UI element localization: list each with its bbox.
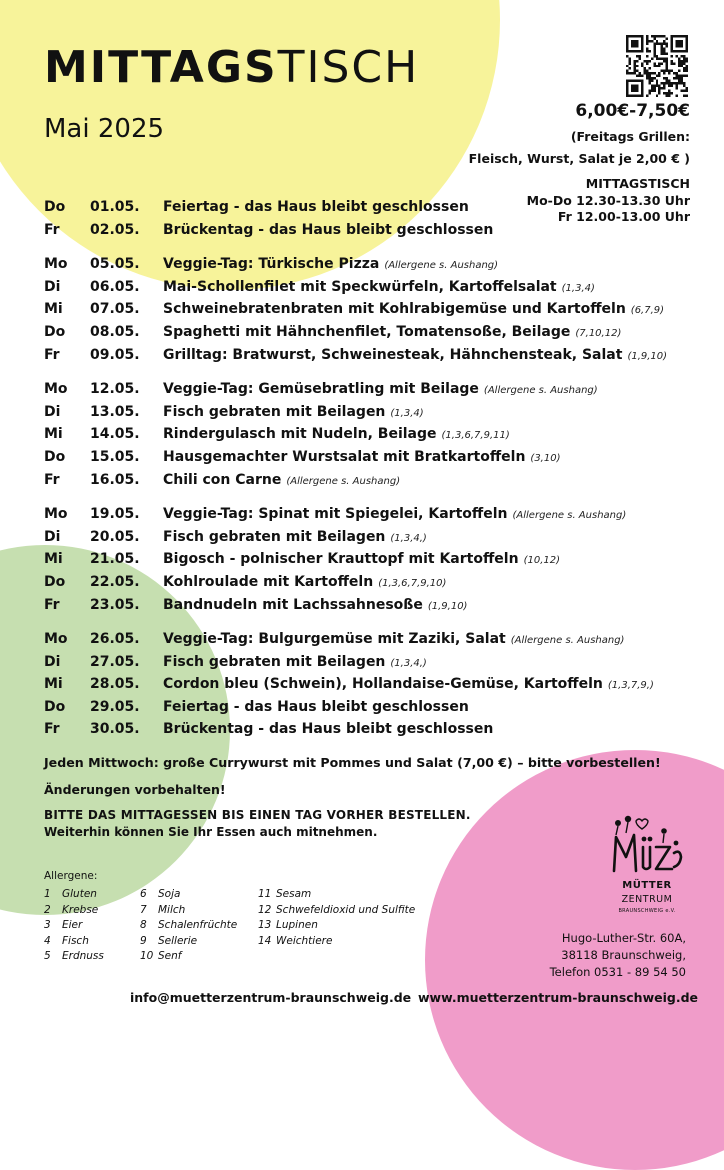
allergen-item (258, 919, 415, 935)
allergen-item (140, 904, 237, 920)
allergen-number: 14 (258, 934, 272, 947)
menu-allergens: (6,7,9) (630, 305, 665, 317)
allergen-column (44, 888, 104, 966)
menu-date: 28.05. (90, 676, 140, 693)
menu-allergens: (1,3,4,) (390, 532, 427, 544)
allergen-name: Sesam (276, 888, 312, 900)
menu-date: 15.05. (90, 448, 140, 465)
menu-dish: Feiertag - das Haus bleibt geschlossen (163, 698, 469, 715)
menu-row (44, 472, 704, 495)
allergen-item (44, 888, 104, 904)
menu-row (44, 199, 704, 222)
allergen-name: Krebse (62, 903, 99, 916)
menu-allergens: (10,12) (523, 555, 561, 567)
menu-allergens: (7,10,12) (575, 327, 622, 339)
allergen-item (140, 950, 237, 966)
allergen-item (44, 904, 104, 920)
address-phone[interactable]: Telefon 0531 - 89 54 50 (549, 965, 686, 979)
menu-day: Do (44, 448, 66, 465)
allergen-column (140, 888, 237, 966)
menu-day: Mo (44, 506, 68, 523)
menu-dish: Veggie-Tag: Spinat mit Spiegelei, Kartoffeln (163, 506, 508, 523)
menu-dish: Veggie-Tag: Gemüsebratling mit Beilage (163, 381, 479, 398)
hours-fr: Fr 12.00-13.00 Uhr (557, 209, 690, 224)
menu-day: Di (44, 278, 61, 295)
notes-section (44, 755, 694, 839)
menu-allergens: (Allergene s. Aushang) (510, 635, 625, 647)
allergen-item (44, 950, 104, 966)
allergen-name: Eier (62, 919, 83, 931)
allergen-name: Lupinen (276, 919, 318, 931)
menu-allergens: (1,3,6,7,9,11) (441, 430, 510, 442)
menu-row (44, 631, 704, 654)
menu-row (44, 597, 704, 620)
menu-date: 01.05. (90, 199, 140, 215)
address-street: Hugo-Luther-Str. 60A, (561, 931, 686, 945)
menu-day: Fr (44, 221, 60, 238)
allergen-legend-title: Allergene: (44, 870, 98, 882)
menu-date: 27.05. (90, 653, 140, 670)
menu-row (44, 676, 704, 699)
menu-dish: Bandnudeln mit Lachssahnesoße (163, 596, 423, 613)
allergen-item (258, 888, 415, 904)
note-currywurst: Jeden Mittwoch: große Currywurst mit Pommes und Salat (7,00 €) – bitte vorbestellen! (44, 755, 661, 770)
menu-date: 02.05. (90, 221, 140, 238)
menu-day: Do (44, 698, 66, 715)
menu-row (44, 404, 704, 427)
menu-dish: Spaghetti mit Hähnchenfilet, Tomatensoße, Beilage (163, 323, 571, 340)
menu-week (44, 199, 704, 244)
note-order: BITTE DAS MITTAGESSEN BIS EINEN TAG VORHER BESTELLEN. (44, 808, 471, 822)
menu-day: Di (44, 528, 61, 545)
menu-week (44, 381, 704, 494)
menu-date: 19.05. (90, 506, 140, 523)
footer-email-link[interactable]: info@muetterzentrum-braunschweig.de (130, 990, 412, 1005)
allergen-item (140, 888, 237, 904)
menu-date: 06.05. (90, 278, 140, 295)
menu-allergens: (1,9,10) (627, 350, 668, 362)
footer-website-link[interactable]: www.muetterzentrum-braunschweig.de (418, 990, 699, 1005)
allergen-item (258, 935, 415, 951)
menu-row (44, 279, 704, 302)
allergen-item (44, 919, 104, 935)
menu-row (44, 506, 704, 529)
menu-day: Fr (44, 346, 60, 363)
allergen-number: 6 (140, 888, 147, 900)
title-light: TISCH (277, 42, 420, 93)
allergen-number: 2 (44, 903, 51, 916)
menu-allergens: (Allergene s. Aushang) (483, 385, 598, 397)
menu-week (44, 506, 704, 619)
menu-allergens: (1,3,4) (561, 282, 595, 294)
allergen-number: 13 (258, 919, 272, 931)
menu-dish: Mai-Schollenfilet mit Speckwürfeln, Kartoffelsalat (163, 278, 557, 295)
menu-dish: Kohlroulade mit Kartoffeln (163, 573, 374, 590)
menu-dish: Fisch gebraten mit Beilagen (163, 528, 386, 545)
menu-date: 09.05. (90, 346, 140, 363)
menu-date: 14.05. (90, 426, 140, 443)
menu-date: 21.05. (90, 551, 140, 568)
menu-row (44, 529, 704, 552)
menu-day: Mi (44, 426, 63, 443)
menu-allergens: (Allergene s. Aushang) (512, 510, 627, 522)
menu-week (44, 256, 704, 369)
menu-day: Mo (44, 631, 68, 648)
menu-day: Fr (44, 721, 60, 738)
allergen-number: 11 (258, 888, 272, 900)
menu-allergens: (1,3,6,7,9,10) (378, 577, 447, 589)
allergen-name: Gluten (62, 888, 97, 900)
menu-day: Mi (44, 676, 63, 693)
menu-day: Di (44, 653, 61, 670)
menu-date: 20.05. (90, 528, 140, 545)
menu-table (44, 199, 704, 756)
note-changes: Änderungen vorbehalten! (44, 782, 226, 797)
grill-note-line2: Fleisch, Wurst, Salat je 2,00 € ) (468, 151, 690, 166)
menu-day: Di (44, 403, 61, 420)
allergen-name: Schalenfrüchte (158, 919, 238, 931)
menu-day: Mo (44, 256, 68, 273)
menu-dish: Chili con Carne (163, 471, 282, 488)
menu-allergens: (1,9,10) (427, 600, 468, 612)
logo-wordmark-line1: MÜTTER (622, 880, 672, 891)
menu-allergens: (1,3,4) (390, 407, 424, 419)
menu-date: 30.05. (90, 721, 140, 738)
menu-dish: Rindergulasch mit Nudeln, Beilage (163, 426, 437, 443)
menu-day: Fr (44, 471, 60, 488)
menu-dish: Veggie-Tag: Bulgurgemüse mit Zaziki, Salat (163, 631, 506, 648)
allergen-name: Sellerie (158, 934, 198, 947)
menu-row (44, 381, 704, 404)
note-takeaway: Weiterhin können Sie Ihr Essen auch mitnehmen. (44, 825, 378, 839)
menu-allergens: (Allergene s. Aushang) (384, 260, 499, 272)
menu-dish: Fisch gebraten mit Beilagen (163, 403, 386, 420)
menu-dish: Brückentag - das Haus bleibt geschlossen (163, 221, 494, 238)
allergen-number: 1 (44, 888, 51, 900)
allergen-column (258, 888, 415, 950)
menu-date: 26.05. (90, 631, 140, 648)
menu-day: Do (44, 199, 66, 215)
allergen-name: Senf (158, 950, 182, 962)
address-city: 38118 Braunschweig, (561, 948, 686, 962)
menu-date: 16.05. (90, 471, 140, 488)
allergen-name: Erdnuss (62, 950, 104, 962)
menu-week (44, 631, 704, 744)
allergen-number: 3 (44, 919, 51, 931)
menu-row (44, 551, 704, 574)
logo-wordmark-line3: BRAUNSCHWEIG e.V. (618, 908, 676, 914)
allergen-number: 10 (140, 950, 154, 962)
menu-dish: Grilltag: Bratwurst, Schweinesteak, Hähnchensteak, Salat (163, 346, 623, 363)
menu-date: 29.05. (90, 698, 140, 715)
menu-date: 08.05. (90, 323, 140, 340)
menu-date: 22.05. (90, 573, 140, 590)
menu-date: 12.05. (90, 381, 140, 398)
menu-allergens: (3,10) (530, 452, 561, 464)
menu-row (44, 324, 704, 347)
allergen-number: 5 (44, 950, 51, 962)
logo-wordmark-line2: ZENTRUM (621, 894, 673, 905)
hours-title: MITTAGSTISCH (585, 176, 690, 191)
allergen-name: Milch (158, 903, 186, 916)
menu-dish: Veggie-Tag: Türkische Pizza (163, 256, 380, 273)
menu-row (44, 654, 704, 677)
menu-date: 13.05. (90, 403, 140, 420)
address-block (550, 930, 686, 981)
menu-date: 07.05. (90, 301, 140, 318)
menu-date: 23.05. (90, 596, 140, 613)
allergen-item (140, 919, 237, 935)
menu-allergens: (Allergene s. Aushang) (286, 475, 401, 487)
menu-row (44, 426, 704, 449)
menu-dish: Bigosch - polnischer Krauttopf mit Kartoffeln (163, 551, 519, 568)
menu-day: Fr (44, 596, 60, 613)
menu-dish: Hausgemachter Wurstsalat mit Bratkartoffeln (163, 448, 526, 465)
menu-dish: Schweinebratenbraten mit Kohlrabigemüse und Kartoffeln (163, 301, 626, 318)
menu-day: Mi (44, 551, 63, 568)
menu-row (44, 699, 704, 722)
hours-mo-do: Mo-Do 12.30-13.30 Uhr (526, 193, 690, 208)
title-bold: MITTAGS (44, 42, 278, 93)
menu-row (44, 301, 704, 324)
allergen-number: 12 (258, 903, 272, 916)
menu-row (44, 574, 704, 597)
allergen-item (140, 935, 237, 951)
menu-day: Mi (44, 301, 63, 318)
page-subtitle: Mai 2025 (44, 114, 165, 144)
allergen-number: 7 (140, 903, 147, 916)
menu-date: 05.05. (90, 256, 140, 273)
menu-allergens: (1,3,4,) (390, 657, 427, 669)
menu-allergens: (1,3,7,9,) (607, 680, 654, 692)
menu-dish: Fisch gebraten mit Beilagen (163, 653, 386, 670)
menu-day: Do (44, 323, 66, 340)
allergen-name: Schwefeldioxid und Sulfite (276, 903, 416, 916)
menu-day: Mo (44, 381, 68, 398)
menu-day: Do (44, 573, 66, 590)
menu-row (44, 222, 704, 245)
menu-row (44, 256, 704, 279)
menu-dish: Feiertag - das Haus bleibt geschlossen (163, 199, 469, 215)
allergen-item (44, 935, 104, 951)
price-range: 6,00€-7,50€ (575, 101, 690, 121)
allergen-name: Fisch (62, 934, 89, 947)
grill-note-line1: (Freitags Grillen: (570, 129, 690, 144)
menu-dish: Cordon bleu (Schwein), Hollandaise-Gemüse, Kartoffeln (163, 676, 603, 693)
menu-row (44, 449, 704, 472)
allergen-number: 8 (140, 919, 147, 931)
menu-row (44, 347, 704, 370)
menu-dish: Brückentag - das Haus bleibt geschlossen (163, 721, 494, 738)
allergen-name: Weichtiere (276, 934, 333, 947)
muetterzentrum-logo-icon (606, 813, 684, 877)
page-title (44, 42, 420, 93)
allergen-number: 9 (140, 934, 147, 947)
menu-row (44, 721, 704, 744)
allergen-item (258, 904, 415, 920)
allergen-number: 4 (44, 934, 51, 947)
qr-code-icon[interactable] (626, 35, 688, 97)
allergen-name: Soja (158, 888, 181, 900)
